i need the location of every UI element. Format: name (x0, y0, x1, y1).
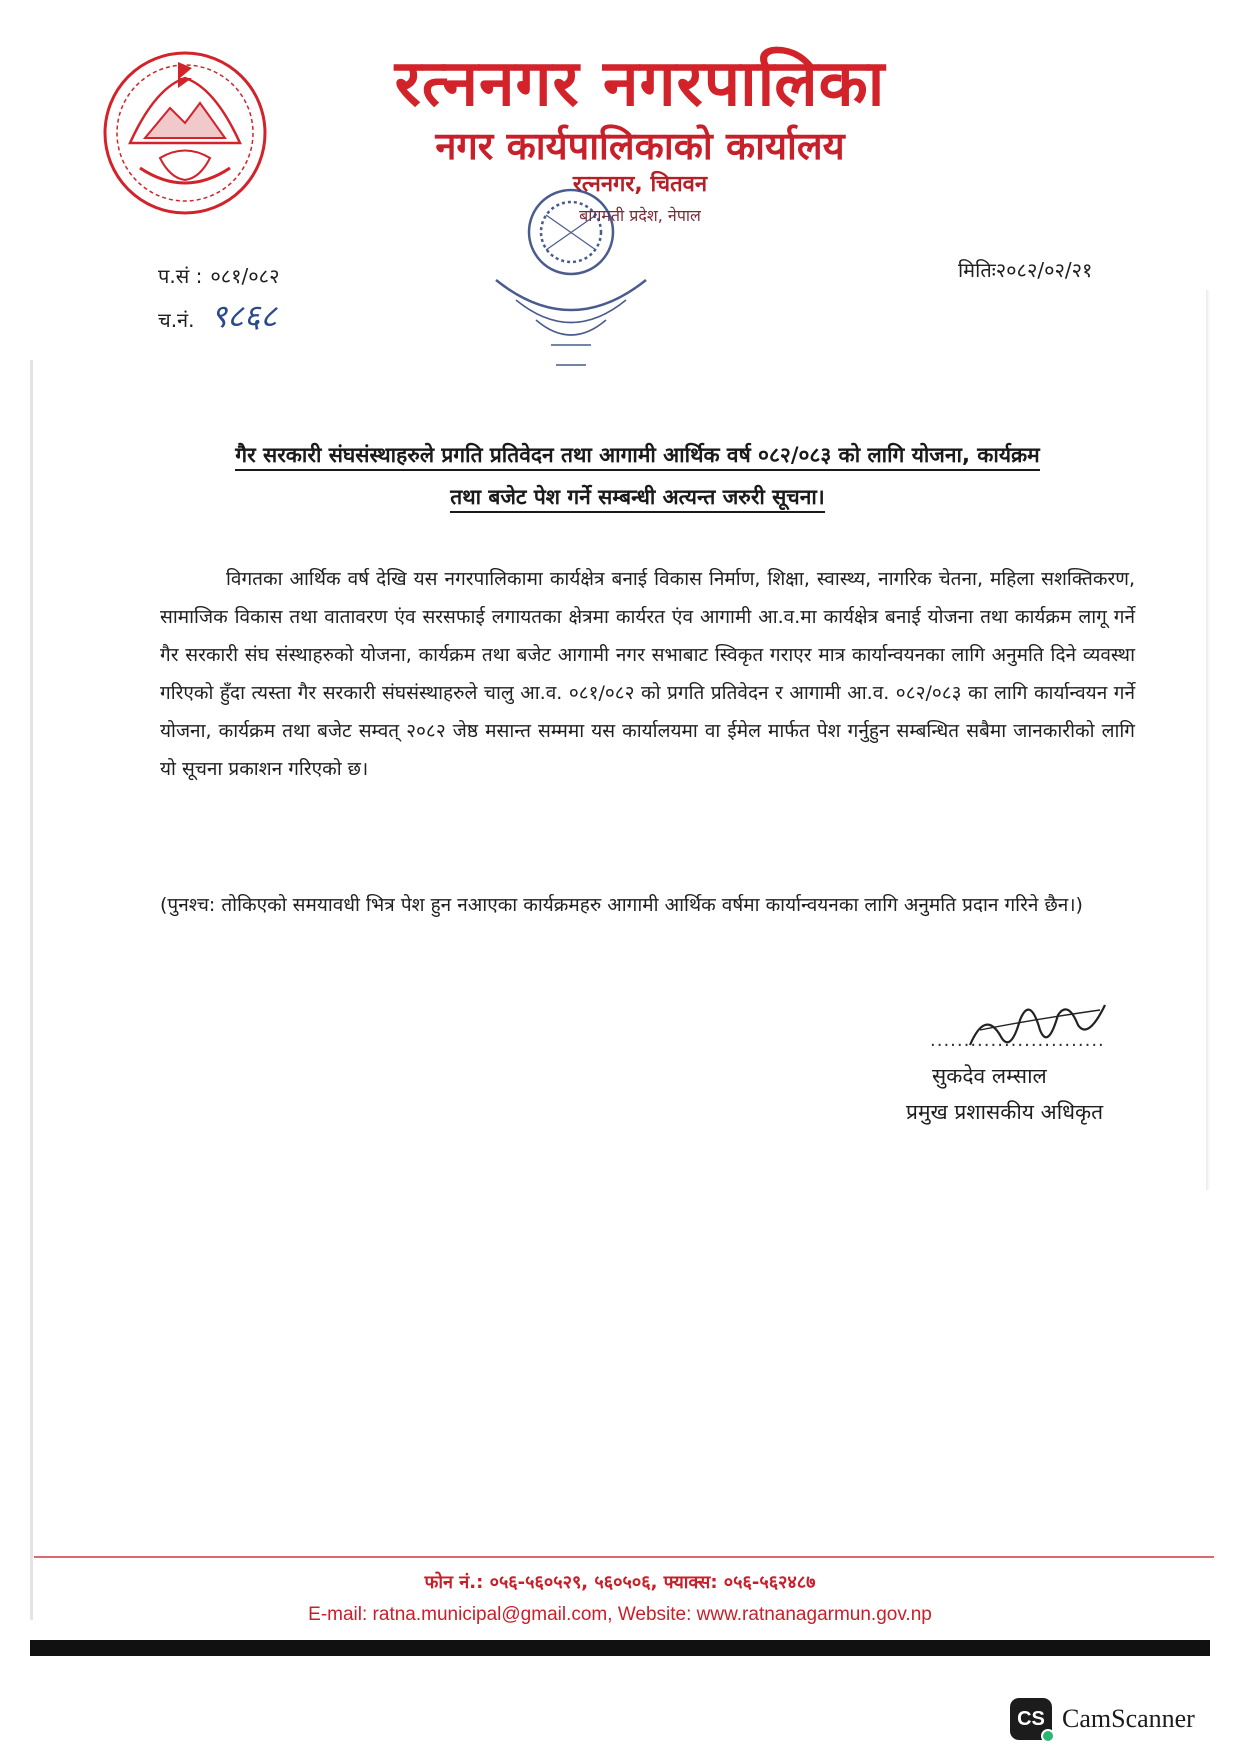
notice-body: विगतका आर्थिक वर्ष देखि यस नगरपालिकामा कार्यक्षेत्र बनाई विकास निर्माण, शिक्षा, स्वास्थ्य, नागरिक चेतना, महिला सशक्तिकरण, सामाजिक विकास तथा वातावरण एंव सरसफाई लगायतका क्षेत्रमा कार्यरत एंव आगामी आ.व.मा कार्यक्षेत्र बनाई योजना तथा कार्यक्रम लागू गर्ने गैर सरकारी संघ संस्थाहरुको योजना, कार्यक्रम तथा बजेट आगामी नगर सभाबाट स्विकृत गराएर मात्र कार्यान्वयनका लागि अनुमति दिने व्यवस्था गरिएको हुँदा त्यस्ता गैर सरकारी संघसंस्थाहरुले चालु आ.व. ०८१/०८२ को प्रगति प्रतिवेदन र आगामी आ.व. ०८२/०८३ का लागि कार्यान्वयन गर्ने योजना, कार्यक्रम तथा बजेट सम्वत् २०८२ जेष्ठ मसान्त सम्ममा यस कार्यालयमा वा ईमेल मार्फत पेश गर्नुहुन सम्बन्धित सबैमा जानकारीको लागि यो सूचना प्रकाशन गरिएको छ। (160, 568, 1135, 780)
signatory-name: सुकदेव लम्साल (932, 1064, 1047, 1088)
reference-block (158, 256, 279, 340)
dispatch-number-value: ९८६८ (210, 297, 278, 335)
municipality-name: रत्ननगर नगरपालिका (394, 47, 886, 121)
camscanner-watermark (1010, 1698, 1195, 1740)
dispatch-number-label: च.नं. (158, 308, 195, 332)
scan-right-edge (1206, 290, 1210, 1190)
footer-phone-fax: फोन नं.: ०५६-५६०५२९, ५६०५०६, फ्याक्स: ०५६-५६२४८७ (424, 1572, 816, 1593)
camscanner-brand-text: CamScanner (1062, 1704, 1195, 1733)
notice-title (150, 434, 1125, 518)
signatory-title: प्रमुख प्रशासकीय अधिकृत (906, 1100, 1104, 1124)
letter-number-label: प.सं : (158, 264, 203, 288)
office-name: नगर कार्यपालिकाको कार्यालय (435, 124, 845, 168)
notice-title-line1: गैर सरकारी संघसंस्थाहरुले प्रगति प्रतिवेदन तथा आगामी आर्थिक वर्ष ०८२/०८३ को लागि योजना, कार्यक्रम (235, 443, 1039, 471)
signature-dots: .......................... (930, 1030, 1105, 1051)
footer-email-website: E-mail: ratna.municipal@gmail.com, Website: www.ratnanagarmun.gov.np (308, 1604, 932, 1625)
letter-date: मितिः२०८२/०२/२१ (958, 258, 1093, 282)
notice-postscript: (पुनश्च: तोकिएको समयावधी भित्र पेश हुन नआएका कार्यक्रमहरु आगामी आर्थिक वर्षमा कार्यान्वयनका लागि अनुमति प्रदान गरिने छैन।) (160, 894, 1083, 916)
notice-title-line2: तथा बजेट पेश गर्ने सम्बन्धी अत्यन्त जरुरी सूचना। (450, 485, 825, 513)
scan-left-edge (30, 360, 33, 1620)
office-address: रत्ननगर, चितवन (572, 172, 708, 197)
footer-divider (34, 1556, 1214, 1558)
camscanner-logo-icon: CS (1010, 1698, 1052, 1740)
official-stamp-icon (476, 170, 666, 380)
letter-number-value: ०८१/०८२ (210, 264, 280, 288)
province-line: बागमती प्रदेश, नेपाल (579, 206, 701, 225)
scan-bottom-band (30, 1640, 1210, 1656)
letter-number-row (158, 256, 279, 296)
nepal-government-emblem-icon (100, 48, 270, 218)
dispatch-number-row (158, 296, 279, 340)
